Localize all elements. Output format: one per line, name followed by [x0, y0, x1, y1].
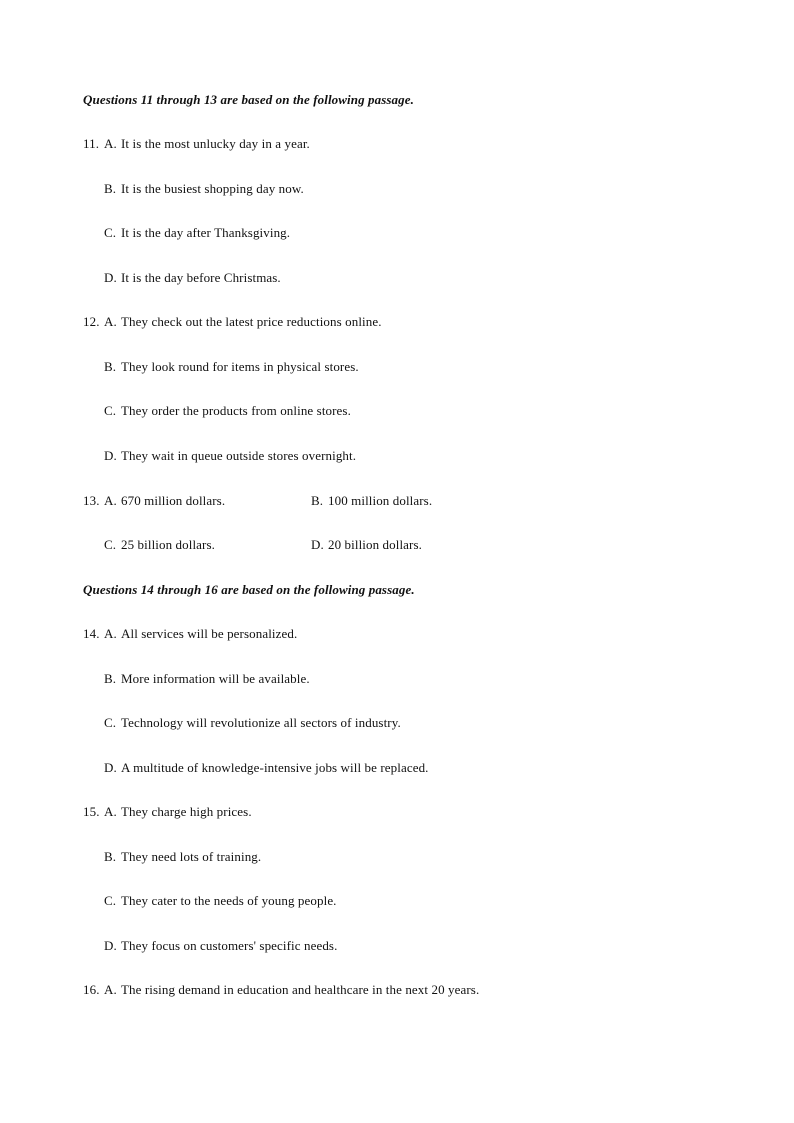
question-number: 15.: [83, 804, 100, 819]
option-text: Technology will revolutionize all sectors of industry.: [121, 715, 401, 730]
question-13-option-a: [83, 493, 225, 509]
option-text: They need lots of training.: [121, 849, 262, 864]
question-14-option-b: [104, 671, 310, 687]
option-text: It is the day before Christmas.: [121, 270, 281, 285]
option-letter: A.: [104, 626, 117, 641]
question-15-option-c: [104, 893, 337, 909]
option-letter: B.: [104, 849, 117, 864]
option-text: It is the busiest shopping day now.: [121, 181, 304, 196]
option-letter: D.: [104, 270, 117, 285]
option-text: It is the most unlucky day in a year.: [121, 136, 310, 151]
option-letter: B.: [104, 181, 117, 196]
option-text: More information will be available.: [121, 671, 310, 686]
question-14-option-a: [83, 626, 297, 642]
option-letter: B.: [311, 493, 324, 508]
option-text: The rising demand in education and healthcare in the next 20 years.: [121, 982, 480, 997]
question-11-option-b: [104, 181, 304, 197]
question-number: 11.: [83, 136, 100, 151]
option-text: They focus on customers' specific needs.: [121, 938, 338, 953]
option-letter: D.: [311, 537, 324, 552]
question-number: 16.: [83, 982, 100, 997]
question-12-option-d: [104, 448, 356, 464]
option-letter: B.: [104, 671, 117, 686]
option-letter: C.: [104, 893, 117, 908]
option-text: 100 million dollars.: [328, 493, 433, 508]
question-number: 14.: [83, 626, 100, 641]
question-12-option-b: [104, 359, 359, 375]
option-letter: C.: [104, 403, 117, 418]
option-text: They wait in queue outside stores overnight.: [121, 448, 357, 463]
option-letter: A.: [104, 493, 117, 508]
question-13-option-d: [311, 537, 422, 553]
question-14-option-d: [104, 760, 429, 776]
section-heading: Questions 14 through 16 are based on the following passage.: [83, 582, 415, 597]
option-text: 20 billion dollars.: [328, 537, 422, 552]
option-text: They charge high prices.: [121, 804, 252, 819]
option-letter: A.: [104, 804, 117, 819]
question-11-option-d: [104, 270, 281, 286]
option-letter: C.: [104, 715, 117, 730]
question-11-option-c: [104, 225, 290, 241]
section-heading: Questions 11 through 13 are based on the following passage.: [83, 92, 414, 107]
question-number: 12.: [83, 314, 100, 329]
option-text: They order the products from online stores.: [121, 403, 351, 418]
option-text: 25 billion dollars.: [121, 537, 215, 552]
option-text: They cater to the needs of young people.: [121, 893, 337, 908]
option-letter: D.: [104, 448, 117, 463]
option-text: A multitude of knowledge-intensive jobs will be replaced.: [121, 760, 429, 775]
question-16-option-a: [83, 982, 479, 998]
question-15-option-b: [104, 849, 261, 865]
option-letter: D.: [104, 760, 117, 775]
question-14-option-c: [104, 715, 401, 731]
option-text: They look round for items in physical stores.: [121, 359, 359, 374]
option-text: All services will be personalized.: [121, 626, 298, 641]
option-text: 670 million dollars.: [121, 493, 226, 508]
question-13-option-c: [104, 537, 215, 553]
option-letter: D.: [104, 938, 117, 953]
option-letter: B.: [104, 359, 117, 374]
option-letter: C.: [104, 537, 117, 552]
question-13-option-b: [311, 493, 432, 509]
question-number: 13.: [83, 493, 100, 508]
option-letter: A.: [104, 314, 117, 329]
question-12-option-a: [83, 314, 382, 330]
option-text: They check out the latest price reductions online.: [121, 314, 382, 329]
option-text: It is the day after Thanksgiving.: [121, 225, 291, 240]
question-11-option-a: [83, 136, 310, 152]
option-letter: A.: [104, 136, 117, 151]
question-12-option-c: [104, 403, 351, 419]
question-15-option-d: [104, 938, 337, 954]
option-letter: C.: [104, 225, 117, 240]
question-15-option-a: [83, 804, 252, 820]
option-letter: A.: [104, 982, 117, 997]
